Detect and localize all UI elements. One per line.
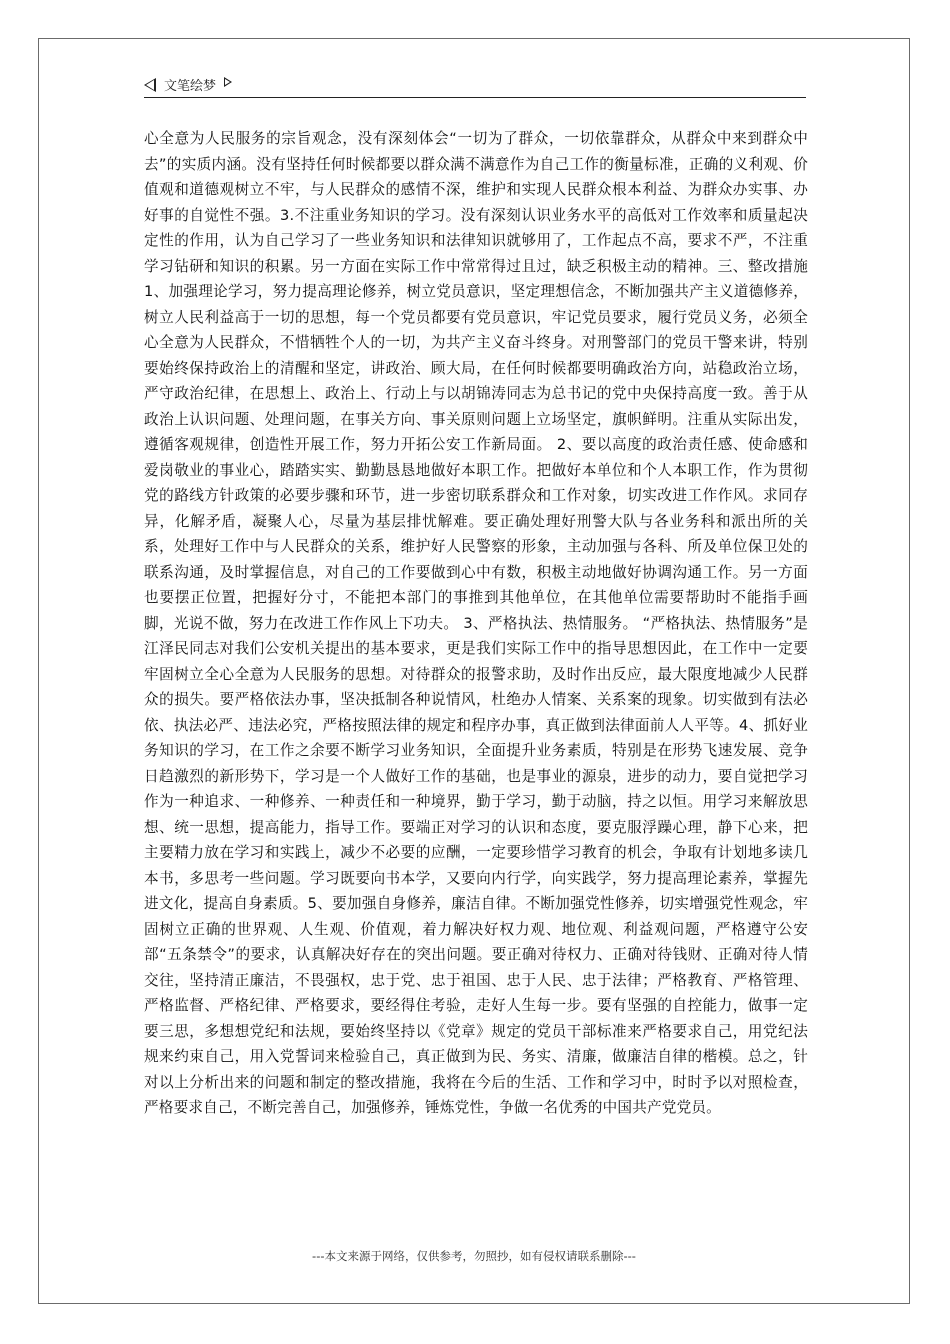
body-paragraph: 心全意为人民服务的宗旨观念，没有深刻体会“一切为了群众，一切依靠群众，从群众中来到群众中去”的实质内涵。没有坚持任何时候都要以群众满不满意作为自己工作的衡量标准，正确的义利观、价值观和道德观树立不牢，与人民群众的感情不深，维护和实现人民群众根本利益、为群众办实事、办好事的自觉性不强。3.不注重业务知识的学习。没有深刻认识业务水平的高低对工作效率和质量起决定性的作用，认为自己学习了一些业务知识和法律知识就够用了，工作起点不高，要求不严，不注重学习钻研和知识的积累。另一方面在实际工作中常常得过且过，缺乏积极主动的精神。三、整改措施 1、加强理论学习，努力提高理论修养，树立党员意识，坚定理想信念，不断加强共产主义道德修养，树立人民利益高于一切的思想，每一个党员都要有党员意识，牢记党员要求，履行党员义务，必须全心全意为人民群众，不惜牺牲个人的一切，为共产主义奋斗终身。对刑警部门的党员干警来讲，特别要始终保持政治上的清醒和坚定，讲政治、顾大局，在任何时候都要明确政治方向，站稳政治立场，严守政治纪律，在思想上、政治上、行动上与以胡锦涛同志为总书记的党中央保持高度一致。善于从政治上认识问题、处理问题，在事关方向、事关原则问题上立场坚定，旗帜鲜明。注重从实际出发，遵循客观规律，创造性开展工作，努力开拓公安工作新局面。 2、要以高度的政治责任感、使命感和爱岗敬业的事业心，踏踏实实、勤勤恳恳地做好本职工作。把做好本单位和个人本职工作，作为贯彻党的路线方针政策的必要步骤和环节，进一步密切联系群众和工作对象，切实改进工作作风。求同存异，化解矛盾，凝聚人心，尽量为基层排忧解难。要正确处理好刑警大队与各业务科和派出所的关系，处理好工作中与人民群众的关系，维护好人民警察的形象，主动加强与各科、所及单位保卫处的联系沟通，及时掌握信息，对自己的工作要做到心中有数，积极主动地做好协调沟通工作。另一方面也要摆正位置，把握好分寸，不能把本部门的事推到其他单位，在其他单位需要帮助时不能指手画脚，光说不做，努力在改进工作作风上下功夫。 3、严格执法、热情服务。 “严格执法、热情服务”是江泽民同志对我们公安机关提出的基本要求，更是我们实际工作中的指导思想因此，在工作中一定要牢固树立全心全意为人民服务的思想。对待群众的报警求助，及时作出反应，最大限度地减少人民群众的损失。要严格依法办事，坚决抵制各种说情风，杜绝办人情案、关系案的现象。切实做到有法必依、执法必严、违法必究，严格按照法律的规定和程序办事，真正做到法律面前人人平等。4、抓好业务知识的学习，在工作之余要不断学习业务知识，全面提升业务素质，特别是在形势飞速发展、竞争日趋激烈的新形势下，学习是一个人做好工作的基础，也是事业的源泉，进步的动力，要自觉把学习作为一种追求、一种修养、一种责任和一种境界，勤于学习，勤于动脑，持之以恒。用学习来解放思想、统一思想，提高能力，指导工作。要端正对学习的认识和态度，要克服浮躁心理，静下心来，把主要精力放在学习和实践上，减少不必要的应酬，一定要珍惜学习教育的机会，争取有计划地多读几本书，多思考一些问题。学习既要向书本学，又要向内行学，向实践学，努力提高理论素养，掌握先进文化，提高自身素质。5、要加强自身修养，廉洁自律。不断加强党性修养，切实增强党性观念，牢固树立正确的世界观、人生观、价值观，着力解决好权力观、地位观、利益观问题，严格遵守公安部“五条禁令”的要求，认真解决好存在的突出问题。要正确对待权力、正确对待钱财、正确对待人情交往，坚持清正廉洁，不畏强权，忠于党、忠于祖国、忠于人民、忠于法律；严格教育、严格管理、严格监督、严格纪律、严格要求，要经得住考验，走好人生每一步。要有坚强的自控能力，做事一定要三思，多想想党纪和法规，要始终坚持以《党章》规定的党员干部标准来严格要求自己，用党纪法规来约束自己，用入党誓词来检验自己，真正做到为民、务实、清廉，做廉洁自律的楷模。总之，针对以上分析出来的问题和制定的整改措施，我将在今后的生活、工作和学习中，时时予以对照检查，严格要求自己，不断完善自己，加强修养，锤炼党性，争做一名优秀的中国共产党党员。 <box>144 130 808 1116</box>
triangle-left-icon <box>144 78 156 92</box>
header-title: 文笔绘梦 <box>164 79 217 94</box>
triangle-right-icon <box>224 77 232 87</box>
page-header <box>144 72 806 98</box>
footer-notice: ---本文来源于网络，仅供参考，勿照抄，如有侵权请联系删除--- <box>312 1249 636 1263</box>
